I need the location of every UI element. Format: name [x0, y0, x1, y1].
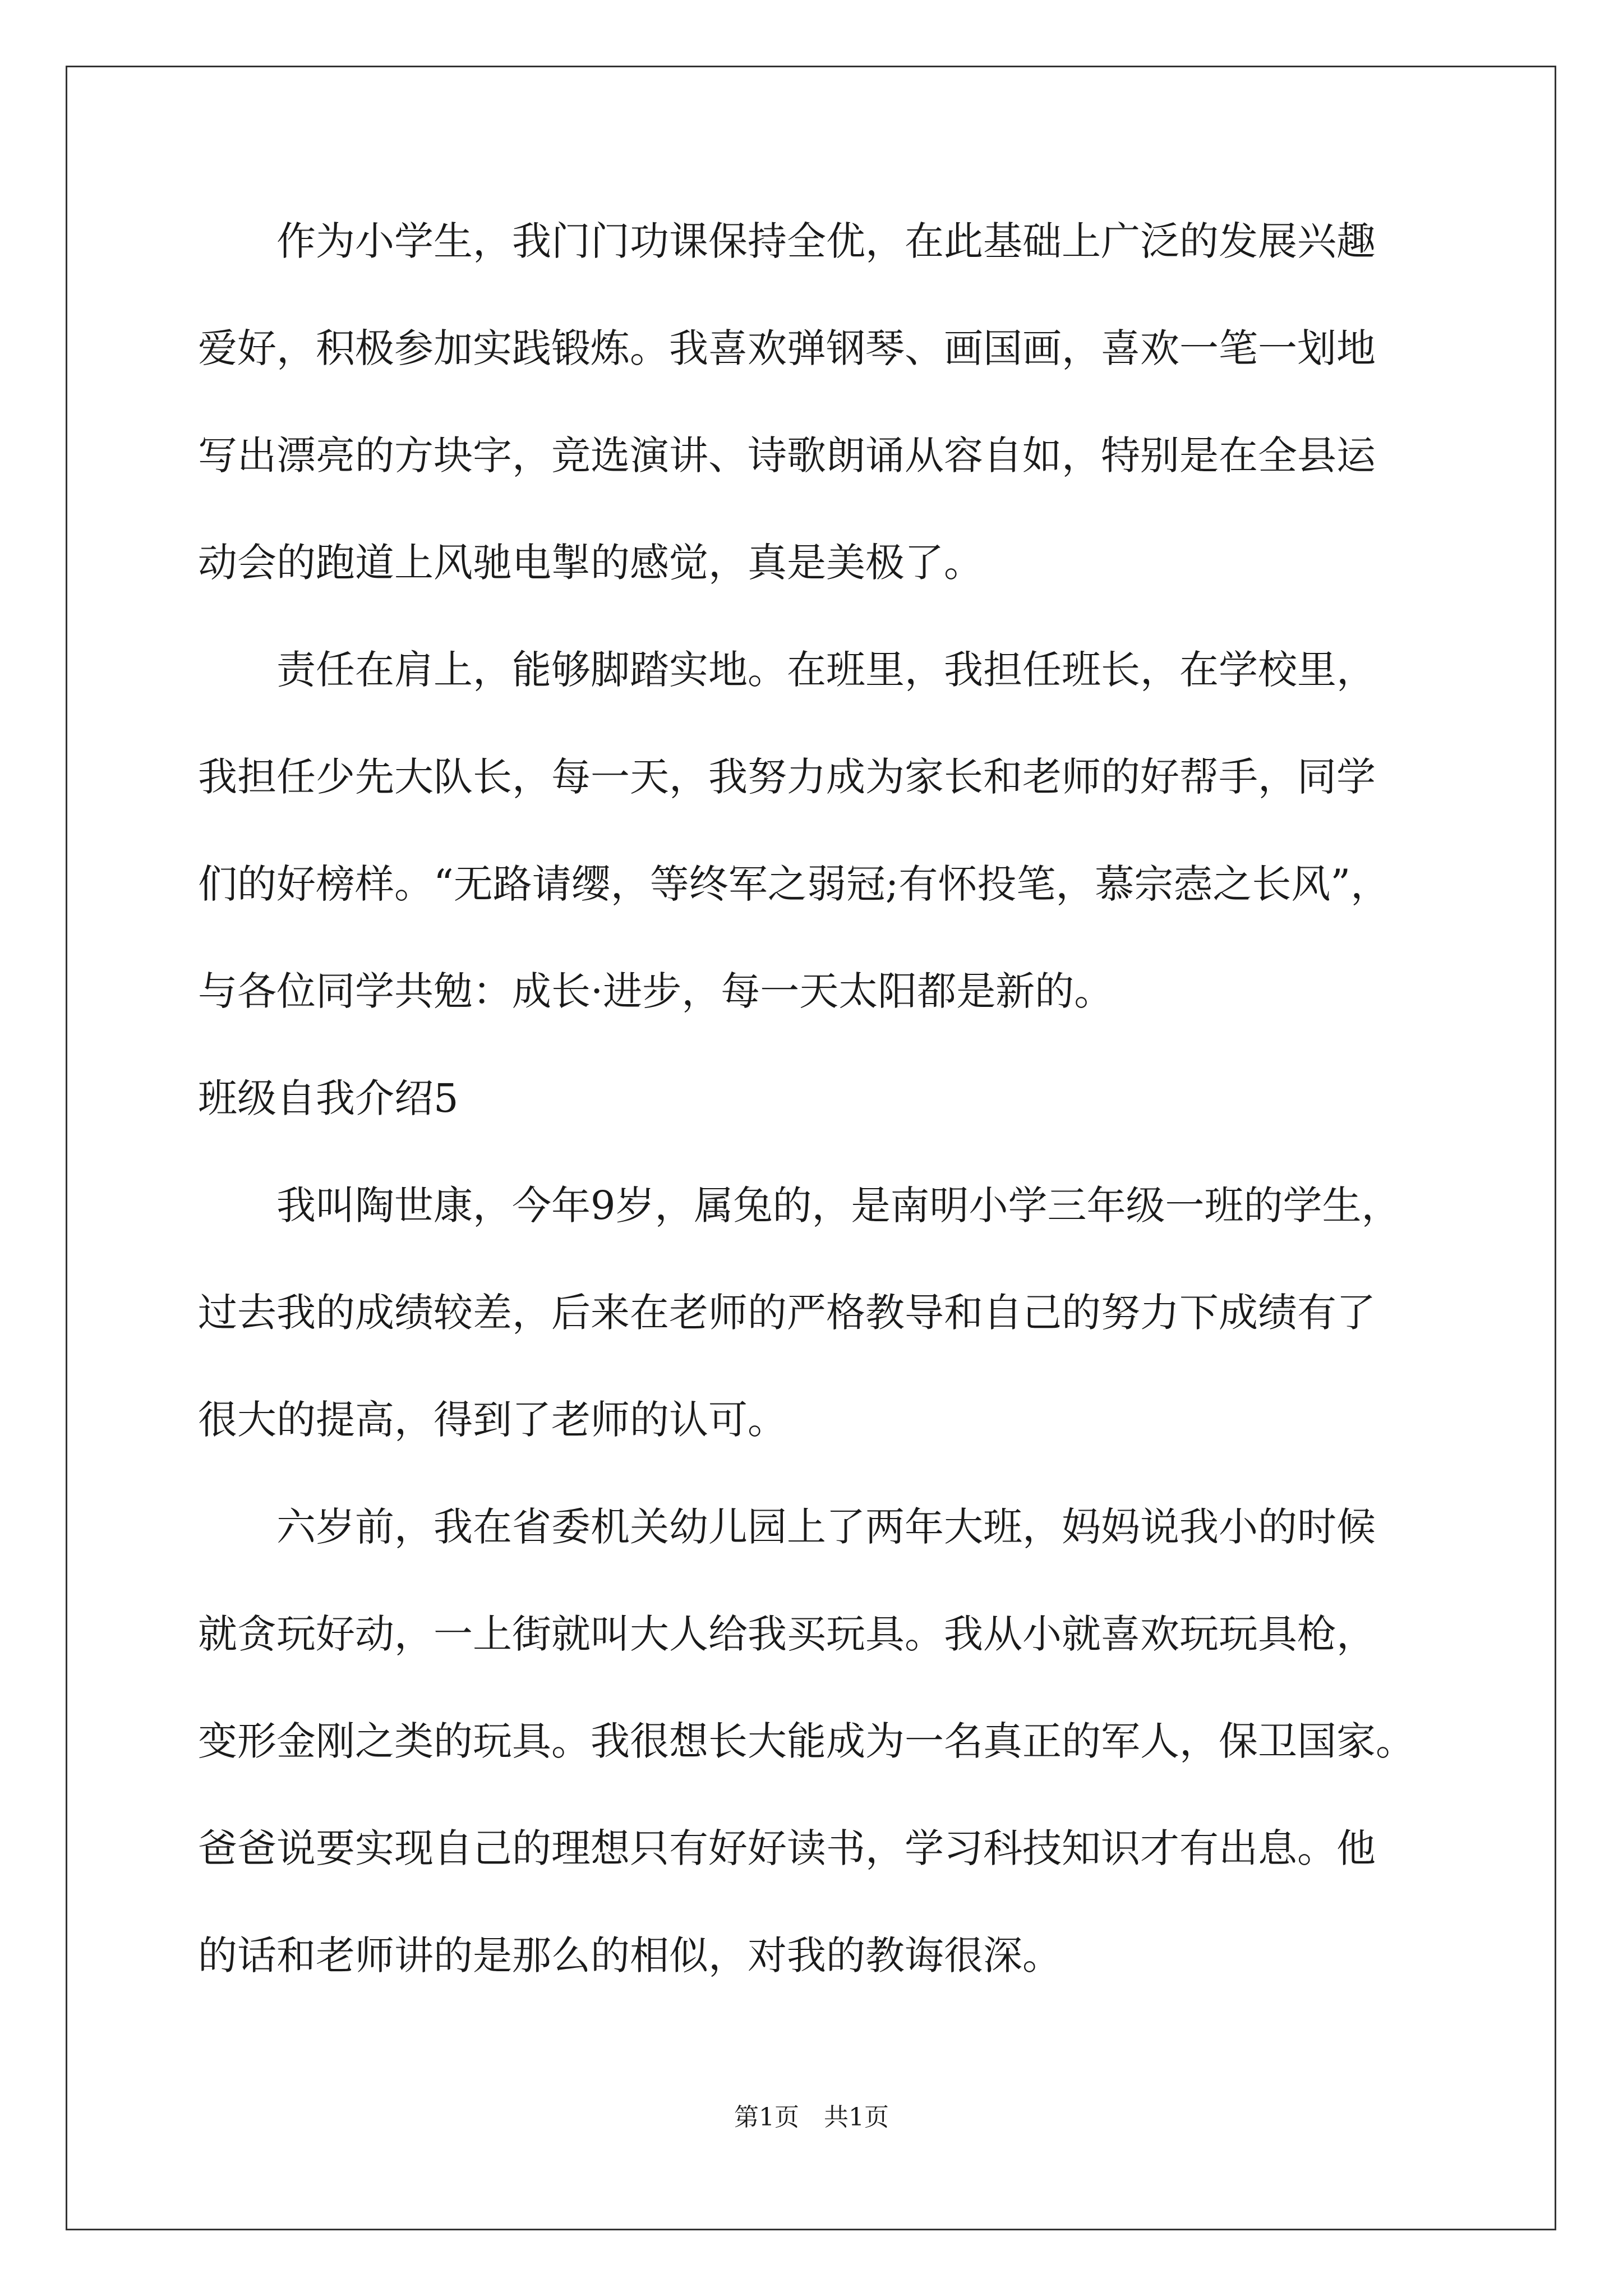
section-heading: 班级自我介绍5: [198, 1075, 459, 1121]
text-line: 爸爸说要实现自己的理想只有好好读书，学习科技知识才有出息。他: [198, 1825, 1376, 1871]
text-line: 们的好榜样。“无路请缨，等终军之弱冠;有怀投笔，慕宗悫之长风”，: [198, 861, 1390, 907]
page-border: [66, 66, 1556, 2230]
text-line: 的话和老师讲的是那么的相似，对我的教诲很深。: [198, 1932, 1062, 1978]
text-line: 写出漂亮的方块字，竞选演讲、诗歌朗诵从容自如，特别是在全县运: [198, 432, 1376, 478]
text-line: 动会的跑道上风驰电掣的感觉，真是美极了。: [198, 540, 983, 586]
text-line: 变形金刚之类的玩具。我很想长大能成为一名真正的军人，保卫国家。: [198, 1718, 1415, 1764]
text-line: 六岁前，我在省委机关幼儿园上了两年大班，妈妈说我小的时候: [198, 1504, 1376, 1550]
text-line: 爱好，积极参加实践锻炼。我喜欢弹钢琴、画国画，喜欢一笔一划地: [198, 325, 1376, 371]
text-line: 过去我的成绩较差，后来在老师的严格教导和自己的努力下成绩有了: [198, 1290, 1376, 1336]
text-line: 作为小学生，我门门功课保持全优，在此基础上广泛的发展兴趣: [198, 218, 1376, 264]
text-line: 我叫陶世康，今年9岁，属兔的，是南明小学三年级一班的学生，: [198, 1182, 1401, 1228]
text-line: 就贪玩好动，一上街就叫大人给我买玩具。我从小就喜欢玩玩具枪，: [198, 1611, 1376, 1657]
text-line: 很大的提高，得到了老师的认可。: [198, 1397, 787, 1443]
text-line: 我担任少先大队长，每一天，我努力成为家长和老师的好帮手，同学: [198, 754, 1376, 800]
text-line: 责任在肩上，能够脚踏实地。在班里，我担任班长，在学校里，: [198, 647, 1376, 693]
text-line: 与各位同学共勉：成长·进步，每一天太阳都是新的。: [198, 968, 1114, 1014]
page-footer: 第1页 共1页: [734, 2103, 889, 2132]
